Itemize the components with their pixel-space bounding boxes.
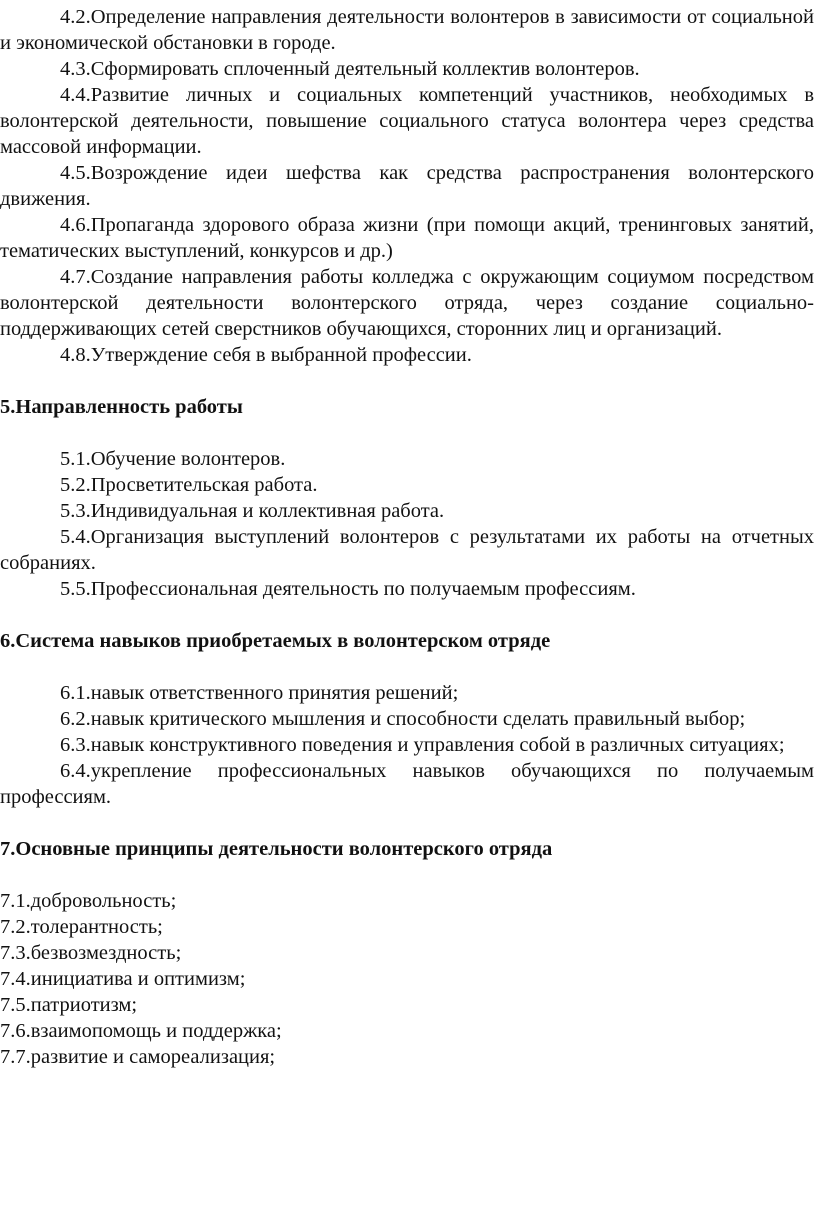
section-7-heading: 7.Основные принципы деятельности волонтерского отряда <box>0 838 553 860</box>
list-item-7-7: 7.7.развитие и самореализация; <box>0 1046 276 1068</box>
list-item-7-4: 7.4.инициатива и оптимизм; <box>0 968 246 990</box>
list-item-4-2: 4.2.Определение направления деятельности волонтеров в зависимости от социальной и экономической обстановки в городе. <box>0 6 814 54</box>
document-page <box>0 4 816 1070</box>
list-item-5-1: 5.1.Обучение волонтеров. <box>60 448 286 470</box>
list-item-6-3: 6.3.навык конструктивного поведения и управления собой в различных ситуациях; <box>60 734 785 756</box>
list-item-4-5: 4.5.Возрождение идеи шефства как средства распространения волонтерского движения. <box>0 162 814 210</box>
list-item-7-2: 7.2.толерантность; <box>0 916 163 938</box>
list-item-7-1: 7.1.добровольность; <box>0 890 177 912</box>
list-item-4-8: 4.8.Утверждение себя в выбранной профессии. <box>60 344 472 366</box>
list-item-4-7: 4.7.Создание направления работы колледжа с окружающим социумом посредством волонтерской деятельности волонтерского отряда, через создание социально-поддерживающих сетей сверстников обучающихся, сторонних лиц и организаций. <box>0 266 814 340</box>
list-item-4-3: 4.3.Сформировать сплоченный деятельный коллектив волонтеров. <box>60 58 640 80</box>
list-item-6-2: 6.2.навык критического мышления и способности сделать правильный выбор; <box>60 708 746 730</box>
section-5-heading: 5.Направленность работы <box>0 396 243 418</box>
section-5-list <box>0 446 816 602</box>
list-item-6-4: 6.4.укрепление профессиональных навыков обучающихся по получаемым профессиям. <box>0 760 814 808</box>
section-6-list <box>0 680 816 810</box>
list-item-7-5: 7.5.патриотизм; <box>0 994 138 1016</box>
list-item-5-4: 5.4.Организация выступлений волонтеров с результатами их работы на отчетных собраниях. <box>0 526 814 574</box>
section-6-heading: 6.Система навыков приобретаемых в волонтерском отряде <box>0 630 551 652</box>
list-item-5-2: 5.2.Просветительская работа. <box>60 474 318 496</box>
list-item-6-1: 6.1.навык ответственного принятия решений; <box>60 682 459 704</box>
list-item-5-3: 5.3.Индивидуальная и коллективная работа. <box>60 500 445 522</box>
list-item-7-6: 7.6.взаимопомощь и поддержка; <box>0 1020 282 1042</box>
section-4-list <box>0 4 816 368</box>
list-item-4-4: 4.4.Развитие личных и социальных компетенций участников, необходимых в волонтерской деятельности, повышение социального статуса волонтера через средства массовой информации. <box>0 84 814 158</box>
section-7-list <box>0 888 816 1070</box>
list-item-5-5: 5.5.Профессиональная деятельность по получаемым профессиям. <box>60 578 636 600</box>
list-item-4-6: 4.6.Пропаганда здорового образа жизни (при помощи акций, тренинговых занятий, тематических выступлений, конкурсов и др.) <box>0 214 814 262</box>
list-item-7-3: 7.3.безвозмездность; <box>0 942 182 964</box>
